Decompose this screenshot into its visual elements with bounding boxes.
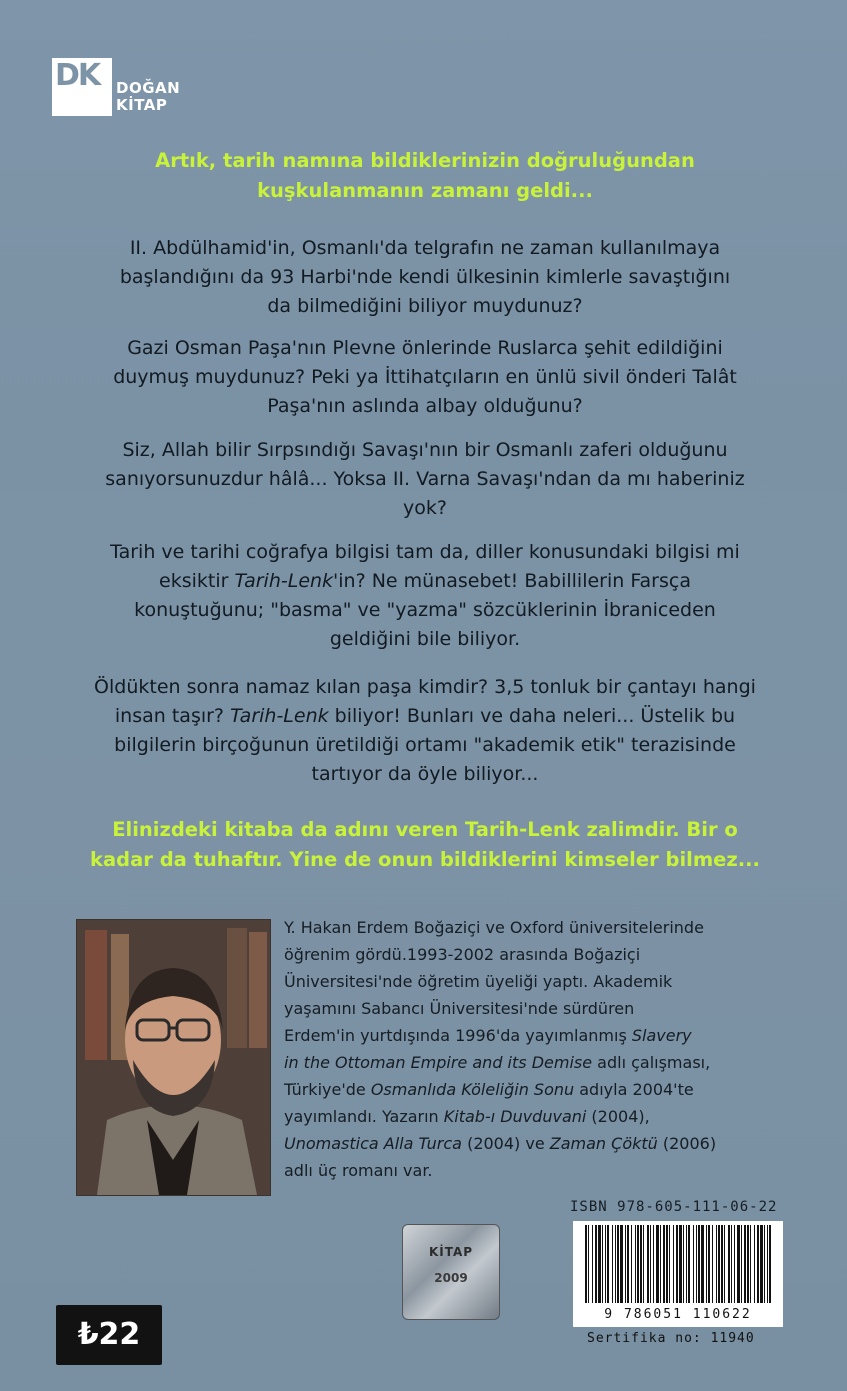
bio-line: öğrenim gördü.1993-2002 arasında Boğaziçi [284, 945, 641, 964]
barcode-bar [760, 1225, 763, 1303]
barcode-bar [737, 1225, 740, 1303]
barcode-bar [747, 1225, 749, 1303]
barcode-bar [598, 1225, 601, 1303]
bio-line: adlı üç romanı var. [284, 1161, 433, 1180]
p4-line: konuştuğunu; "basma" ve "yazma" sözcüklerinin İbraniceden [134, 599, 716, 621]
barcode-bar [764, 1225, 765, 1303]
barcode-bar [679, 1225, 682, 1303]
logo-mark: DK [52, 58, 112, 116]
barcode-bar [750, 1225, 751, 1303]
barcode-bar [653, 1225, 654, 1303]
book-title-em: Tarih-Lenk [230, 705, 329, 727]
barcode-bar [721, 1225, 723, 1303]
intro-line: Artık, tarih namına bildiklerinizin doğruluğundan [155, 149, 695, 172]
barcode-bar [620, 1225, 623, 1303]
barcode-bar [676, 1225, 678, 1303]
barcode-bar [693, 1225, 694, 1303]
barcode-bar [767, 1225, 768, 1303]
barcode-bar [708, 1225, 710, 1303]
hologram-label: KİTAP [428, 1245, 474, 1259]
p4-line: geldiğini bile biliyor. [329, 628, 521, 650]
publisher-name-line1: DOĞAN [116, 79, 181, 97]
blurb-outro [70, 815, 780, 875]
p3-line: Siz, Allah bilir Sırpsındığı Savaşı'nın bir Osmanlı zaferi olduğunu [122, 439, 728, 461]
barcode-bar [647, 1225, 649, 1303]
barcode-bar [731, 1225, 732, 1303]
price-tag: ₺22 [56, 1305, 162, 1365]
blurb-paragraph-1 [70, 234, 780, 321]
barcode-bar [754, 1225, 755, 1303]
barcode-bar [734, 1225, 735, 1303]
p1-line: da bilmediğini biliyor muydunuz? [267, 295, 583, 317]
barcode-bar [716, 1225, 717, 1303]
barcode-bar [688, 1225, 690, 1303]
barcode-bar [744, 1225, 746, 1303]
author-portrait-illustration [77, 920, 270, 1195]
author-bio [284, 914, 784, 1184]
barcode-bar [615, 1225, 616, 1303]
p1-line: II. Abdülhamid'in, Osmanlı'da telgrafın ne zaman kullanılmaya [129, 237, 721, 259]
barcode-bar [643, 1225, 644, 1303]
p3-line: sanıyorsunuzdur hâlâ... Yoksa II. Varna Savaşı'ndan da mı haberiniz [105, 468, 745, 490]
barcode-bar [673, 1225, 674, 1303]
bio-line: Unomastica Alla Turca (2004) ve Zaman Çöktü (2006) [284, 1134, 717, 1153]
barcode-bar [585, 1225, 587, 1303]
bio-line: yayımlandı. Yazarın Kitab-ı Duvduvani (2004), [284, 1107, 650, 1126]
barcode-bar [588, 1225, 589, 1303]
author-photo [76, 919, 271, 1196]
blurb-paragraph-4 [70, 538, 780, 654]
blurb-paragraph-2 [70, 334, 780, 421]
p4-line: Tarih ve tarihi coğrafya bilgisi tam da, diller konusundaki bilgisi mi [110, 541, 740, 563]
barcode-bar [627, 1225, 629, 1303]
bio-line: Üniversitesi'nde öğretim üyeliği yaptı. Akademik [284, 972, 673, 991]
barcode-bar [656, 1225, 659, 1303]
barcode-bar [650, 1225, 651, 1303]
hologram-year: 2009 [434, 1271, 468, 1285]
barcode-bars [573, 1221, 783, 1307]
barcode-bar [741, 1225, 742, 1303]
barcode-bar [660, 1225, 661, 1303]
p5-line: insan taşır? Tarih-Lenk biliyor! Bunları ve daha neleri... Üstelik bu [114, 705, 736, 727]
barcode-bar [686, 1225, 687, 1303]
barcode-bar [612, 1225, 613, 1303]
barcode-bar [595, 1225, 597, 1303]
barcode-bar [698, 1225, 700, 1303]
p4-line: eksiktir Tarih-Lenk'in? Ne münasebet! Babillilerin Farsça [159, 570, 691, 592]
p2-line: Gazi Osman Paşa'nın Plevne önlerinde Ruslarca şehit edildiğini [127, 337, 723, 359]
barcode-bar [625, 1225, 626, 1303]
barcode-bar [769, 1225, 771, 1303]
barcode-bar [592, 1225, 593, 1303]
p3-line: yok? [403, 497, 447, 519]
barcode-bar [669, 1225, 670, 1303]
outro-line: Elinizdeki kitaba da adını veren Tarih-Lenk zalimdir. Bir o [112, 818, 738, 841]
barcode-bar [666, 1225, 668, 1303]
barcode-bar [663, 1225, 665, 1303]
p1-line: başlandığını da 93 Harbi'nde kendi ülkesinin kimlerle savaştığını [119, 266, 731, 288]
bio-line: Y. Hakan Erdem Boğaziçi ve Oxford üniversitelerinde [284, 918, 704, 937]
p2-line: duymuş muydunuz? Peki ya İttihatçıların en ünlü sivil önderi Talât [113, 366, 737, 388]
barcode-bar [640, 1225, 642, 1303]
barcode-bar [696, 1225, 697, 1303]
p5-line: Öldükten sonra namaz kılan paşa kimdir? 3,5 tonluk bir çantayı hangi [94, 676, 756, 698]
barcode-bar [712, 1225, 713, 1303]
bio-line: Türkiye'de Osmanlıda Köleliğin Sonu adıyla 2004'te [284, 1080, 694, 1099]
barcode-bar [718, 1225, 720, 1303]
barcode-bar [724, 1225, 725, 1303]
blurb-paragraph-5 [70, 673, 780, 789]
book-title-em: Tarih-Lenk [234, 570, 334, 592]
barcode-bar [706, 1225, 707, 1303]
barcode-bar [631, 1225, 632, 1303]
blurb-paragraph-3 [70, 436, 780, 523]
p5-line: tartıyor da öyle biliyor... [311, 763, 539, 785]
barcode-digits: 9 786051 110622 [573, 1306, 783, 1324]
intro-line: kuşkulanmanın zamanı geldi... [257, 179, 593, 202]
barcode-bar [617, 1225, 619, 1303]
outro-line: kadar da tuhaftır. Yine de onun bildiklerini kimseler bilmez... [90, 848, 760, 871]
barcode-bar [635, 1225, 636, 1303]
publisher-name [116, 80, 180, 114]
bio-line: Erdem'in yurtdışında 1996'da yayımlanmış Slavery [284, 1026, 692, 1045]
blurb-intro [70, 146, 780, 206]
bio-line: yaşamını Sabancı Üniversitesi'nde sürdüren [284, 999, 635, 1018]
p2-line: Paşa'nın aslında albay olduğunu? [267, 395, 583, 417]
barcode-bar [605, 1225, 606, 1303]
barcode-bar [607, 1225, 609, 1303]
certificate-number: Sertifika no: 11940 [587, 1331, 755, 1346]
barcode-bar [728, 1225, 730, 1303]
barcode-bar [757, 1225, 759, 1303]
isbn-label: ISBN 978-605-111-06-22 [570, 1199, 778, 1215]
bio-line: in the Ottoman Empire and its Demise adlı çalışması, [284, 1053, 711, 1072]
publisher-name-line2: KİTAP [116, 96, 168, 114]
barcode-bar [683, 1225, 684, 1303]
barcode-bar [701, 1225, 704, 1303]
barcode-bar [637, 1225, 639, 1303]
hologram-sticker [402, 1224, 500, 1320]
p5-line: bilgilerin birçoğunun üretildiği ortamı "akademik etik" terazisinde [114, 734, 736, 756]
barcode-bar [602, 1225, 603, 1303]
